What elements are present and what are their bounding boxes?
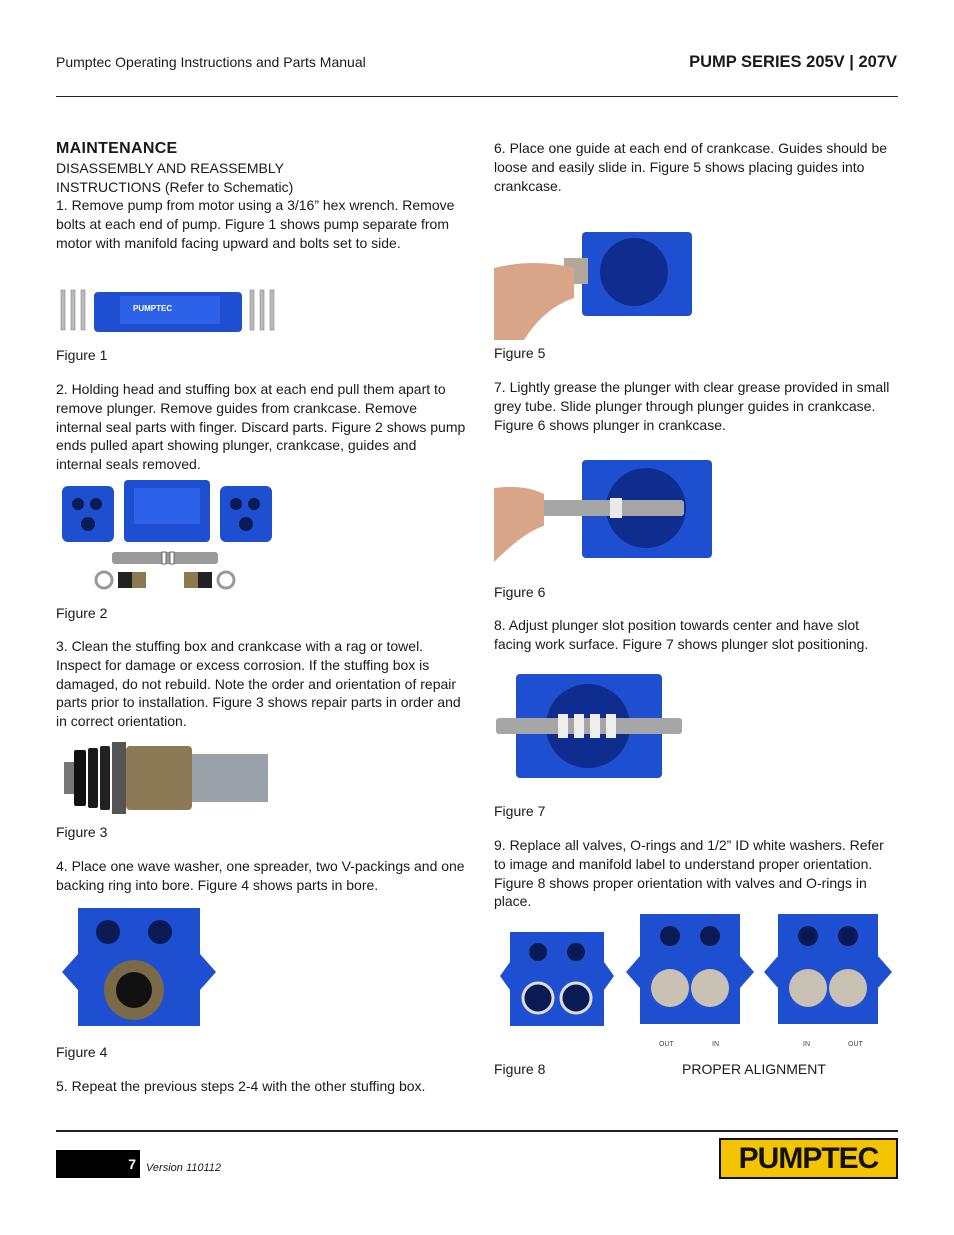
figure-3-caption: Figure 3 — [56, 824, 108, 840]
step-9-text: 9. Replace all valves, O-rings and 1/2” ID white washers. Refer to image and manifold label to understand proper orientation. Figure 8 shows proper orientation with valves and O-rings in place. — [494, 837, 884, 910]
figure-6-caption: Figure 6 — [494, 584, 546, 600]
step-2-block — [56, 380, 466, 474]
figure-2-caption: Figure 2 — [56, 605, 108, 621]
svg-text:PUMPTEC: PUMPTEC — [133, 304, 173, 313]
version-label: Version 110112 — [146, 1162, 222, 1174]
figure-5-image — [494, 228, 694, 340]
label-in-2: IN — [803, 1041, 810, 1048]
step-9-block — [494, 836, 898, 911]
figure-2-image — [62, 480, 278, 594]
step-4-text: 4. Place one wave washer, one spreader, two V-packings and one backing ring into bore. Figure 4 shows parts in bore. — [56, 858, 465, 893]
subheading-disassembly: DISASSEMBLY AND REASSEMBLY — [56, 159, 284, 176]
step-4-block — [56, 857, 466, 895]
figure-1-image — [58, 286, 280, 336]
series-title: PUMP SERIES 205V | 207V — [689, 53, 897, 71]
step-2-text: 2. Holding head and stuffing box at each end pull them apart to remove plunger. Remove guides from crankcase. Remove internal seal parts with finger. Discard parts. Figure 2 shows pump ends pulled apart showing plunger, crankcase, guides and internal seals removed. — [56, 381, 466, 473]
label-out-1: OUT — [659, 1041, 674, 1048]
figure-8-image — [496, 912, 896, 1032]
step-6-text: 6. Place one guide at each end of crankcase. Guides should be loose and easily slide in. Figure 5 shows placing guides into crankcase. — [494, 140, 888, 194]
step-7-block — [494, 378, 898, 434]
pumptec-logo — [719, 1138, 898, 1179]
figure-7-caption: Figure 7 — [494, 803, 546, 819]
step-5-block — [56, 1077, 466, 1096]
page-number: 7 — [128, 1156, 136, 1172]
step-3-block — [56, 637, 466, 731]
proper-alignment-label: PROPER ALIGNMENT — [682, 1061, 826, 1077]
label-out-2: OUT — [848, 1041, 863, 1048]
left-column — [56, 140, 466, 253]
step-8-text: 8. Adjust plunger slot position towards center and have slot facing work surface. Figure 7 shows plunger slot positioning. — [494, 617, 869, 652]
figure-6-image — [494, 458, 716, 562]
subheading-instructions: INSTRUCTIONS (Refer to Schematic) — [56, 178, 294, 195]
label-in-1: IN — [712, 1041, 719, 1048]
step-6-block — [494, 139, 898, 195]
figure-4-image — [60, 904, 218, 1028]
maintenance-heading: MAINTENANCE — [56, 140, 178, 157]
figure-5-caption: Figure 5 — [494, 345, 546, 361]
step-8-block — [494, 616, 898, 654]
step-3-text: 3. Clean the stuffing box and crankcase with a rag or towel. Inspect for damage or excess corrosion. If the stuffing box is damaged, do not rebuild. Note the order and orientation of repair parts prior to installation. Figure 3 shows repair parts in order and in correct orientation. — [56, 638, 461, 730]
figure-8-caption: Figure 8 — [494, 1061, 546, 1077]
figure-7-image — [496, 672, 684, 782]
step-7-text: 7. Lightly grease the plunger with clear grease provided in small grey tube. Slide plunger through plunger guides in crankcase. Figure 6 shows plunger in crankcase. — [494, 379, 890, 433]
step-1-text: 1. Remove pump from motor using a 3/16” hex wrench. Remove bolts at each end of pump. Figure 1 shows pump separate from motor with manifold facing upward and bolts set to side. — [56, 197, 455, 251]
header-rule — [56, 96, 898, 97]
figure-1-caption: Figure 1 — [56, 347, 108, 363]
logo-text: PUMPTEC — [738, 1142, 879, 1175]
figure-4-caption: Figure 4 — [56, 1044, 108, 1060]
footer-rule — [56, 1130, 898, 1132]
figure-3-image — [60, 740, 272, 816]
document-title: Pumptec Operating Instructions and Parts Manual — [56, 54, 366, 70]
step-5-text: 5. Repeat the previous steps 2-4 with the other stuffing box. — [56, 1078, 426, 1094]
